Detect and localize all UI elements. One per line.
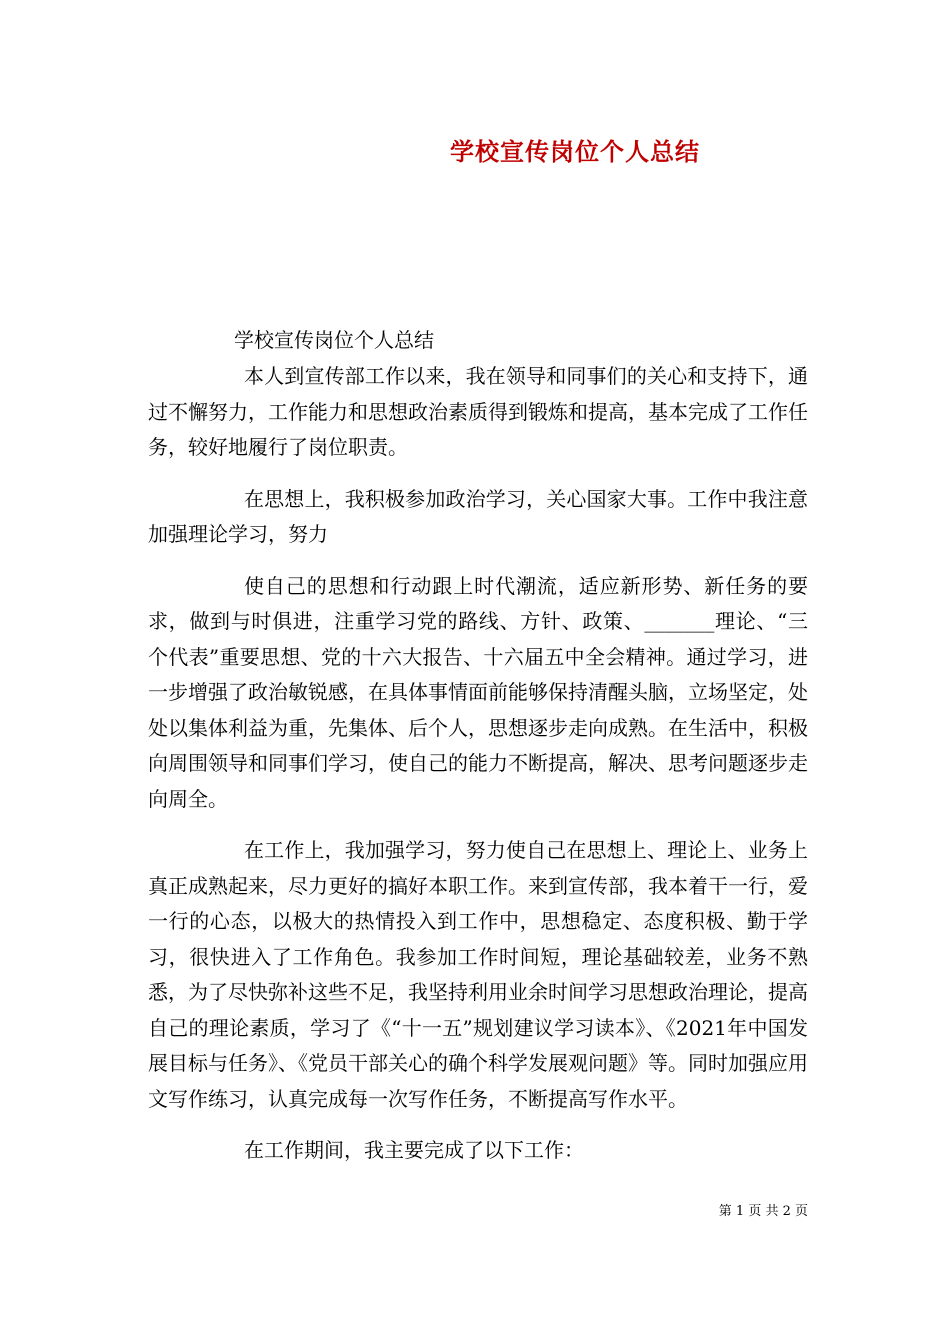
document-subtitle: 学校宣传岗位个人总结 bbox=[234, 328, 434, 352]
paragraph-ideology-continued: 使自己的思想和行动跟上时代潮流，适应新形势、新任务的要求，做到与时俱进，注重学习党的路线、方针、政策、_______理论、“三个代表”重要思想、党的十六大报告、十六届五中全会精神。通过学习，进一步增强了政治敏锐感，在具体事情面前能够保持清醒头脑，立场坚定，处处以集体利益为重，先集体、后个人，思想逐步走向成熟。在生活中，积极向周围领导和同事们学习，使自己的能力不断提高，解决、思考问题逐步走向周全。 bbox=[148, 573, 808, 811]
paragraph-ideology: 在思想上，我积极参加政治学习，关心国家大事。工作中我注意加强理论学习，努力 bbox=[148, 486, 808, 546]
paragraph-work-period: 在工作期间，我主要完成了以下工作： bbox=[244, 1138, 584, 1162]
paragraph-work: 在工作上，我加强学习，努力使自己在思想上、理论上、业务上真正成熟起来，尽力更好的搞好本职工作。来到宣传部，我本着干一行，爱一行的心态，以极大的热情投入到工作中，思想稳定、态度积极、勤于学习，很快进入了工作角色。我参加工作时间短，理论基础较差，业务不熟悉，为了尽快弥补这些不足，我坚持利用业余时间学习思想政治理论，提高自己的理论素质，学习了《“十一五”规划建议学习读本》、《2021年中国发展目标与任务》、《党员干部关心的确个科学发展观问题》等。同时加强应用文写作练习，认真完成每一次写作任务，不断提高写作水平。 bbox=[148, 838, 808, 1111]
page-number: 第 1 页 共 2 页 bbox=[718, 1204, 808, 1219]
paragraph-intro: 本人到宣传部工作以来，我在领导和同事们的关心和支持下，通过不懈努力，工作能力和思想政治素质得到锻炼和提高，基本完成了工作任务，较好地履行了岗位职责。 bbox=[148, 364, 808, 459]
document-body bbox=[148, 322, 808, 1169]
page-title: 学校宣传岗位个人总结 bbox=[450, 137, 700, 166]
